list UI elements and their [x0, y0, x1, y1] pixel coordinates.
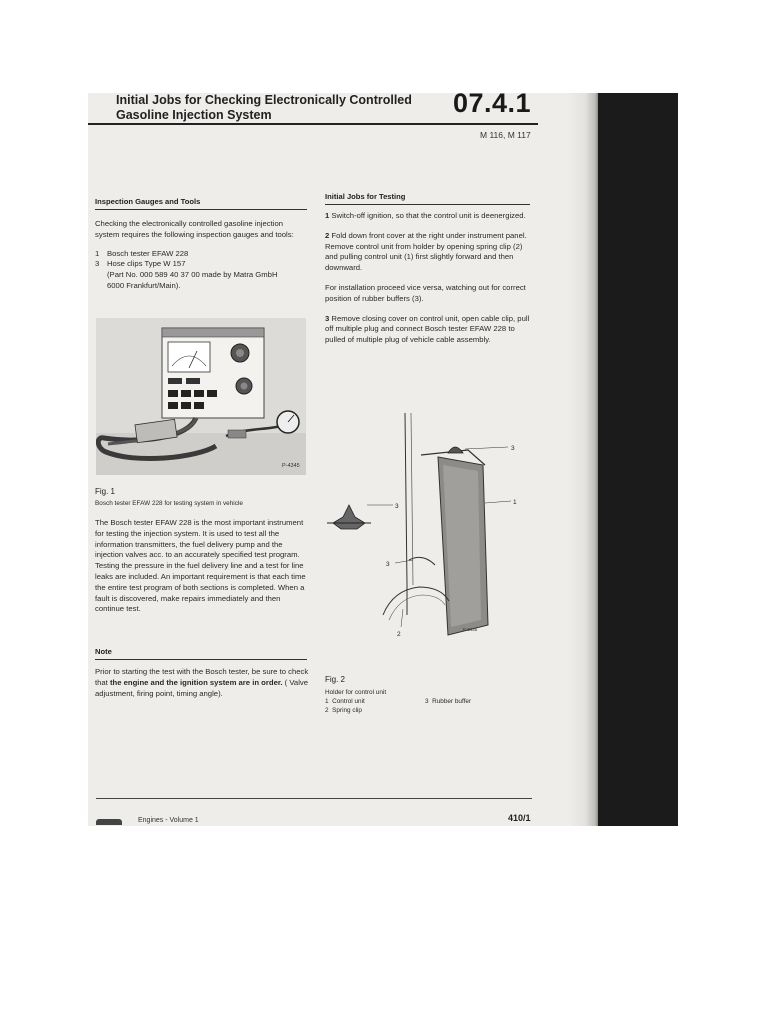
step-text: Switch-off ignition, so that the control unit is deenergized.	[331, 211, 526, 220]
diagram-label-3-left: 3	[395, 503, 399, 510]
step-number: 1	[325, 211, 330, 220]
left-heading-rule	[95, 209, 307, 210]
note-post: ( Valve adjustment, firing point, timing angle).	[95, 677, 309, 698]
fig2-legend-2	[325, 706, 362, 715]
footer-rule	[96, 798, 532, 799]
right-heading-rule	[325, 204, 530, 205]
photo-code: P-4345	[282, 463, 300, 469]
legend-text: Rubber buffer	[432, 698, 472, 705]
dark-background-edge	[598, 93, 678, 826]
diagram-label-1: 1	[513, 499, 517, 506]
scanned-page	[88, 93, 678, 826]
note-bold: the engine and the ignition system are in order.	[109, 677, 283, 687]
left-heading: Inspection Gauges and Tools	[95, 197, 201, 206]
fig2-holder-diagram	[323, 405, 533, 645]
tool-num	[95, 281, 107, 292]
legend-num: 1	[325, 698, 329, 705]
test-step	[325, 211, 535, 222]
tool-item	[95, 259, 307, 270]
fig2-caption: Holder for control unit	[325, 689, 387, 696]
step-text: Remove closing cover on control unit, open cable clip, pull off multiple plug and connect Bosch tester EFAW 228 to pulled of multiple plug of vehicle cable assembly.	[325, 313, 530, 345]
step-number: 3	[325, 313, 330, 323]
title-line-1: Initial Jobs for Checking Electronically Controlled	[116, 93, 412, 107]
page-fold-shadow	[568, 93, 600, 826]
tool-text: 6000 Frankfurt/Main).	[107, 280, 181, 290]
fig2-legend-3	[425, 697, 471, 706]
note-text	[95, 667, 309, 699]
fig2-label: Fig. 2	[325, 675, 346, 684]
test-step	[325, 314, 535, 346]
tool-text: (Part No. 000 589 40 37 00 made by Matra GmbH	[107, 270, 278, 280]
header-rule	[88, 123, 538, 125]
tool-item	[95, 270, 307, 281]
note-heading: Note	[95, 647, 112, 656]
left-body: The Bosch tester EFAW 228 is the most important instrument for testing the injection system. It is used to test all the information transmitters, the fuel delivery pump and the injection valves acc. to an accurately specified test program. Testing the pressure in the fuel delivery line and a test for line leaks are included. An important requirement is that each time the entire test program of both sections is completed. When a fault is discovered, make repairs immediately and then continue test.	[95, 518, 306, 614]
tool-text: Bosch tester EFAW 228	[107, 248, 189, 258]
legend-text: Spring clip	[332, 707, 362, 714]
intro-text: Checking the electronically controlled gasoline injection system requires the following inspection gauges and tools:	[95, 219, 294, 239]
engine-models: M 116, M 117	[480, 130, 531, 140]
diagram-label-2: 2	[397, 631, 401, 638]
diagram-code: F-3435	[463, 627, 478, 632]
tool-item	[95, 249, 307, 260]
logo-mark	[96, 819, 122, 825]
fig1-label: Fig. 1	[95, 487, 116, 496]
legend-num: 2	[325, 707, 329, 714]
step-number: 2	[325, 230, 330, 240]
note-rule	[95, 659, 307, 660]
diagram-label-3-mid: 3	[386, 561, 390, 568]
title-line-2: Gasoline Injection System	[116, 108, 272, 122]
test-steps	[325, 211, 535, 355]
test-step	[325, 231, 535, 274]
fig2-legend-1	[325, 697, 365, 706]
bosch-tester-illustration	[96, 318, 306, 475]
step-text: Fold down front cover at the right under instrument panel. Remove control unit from holder by opening spring clip (2) and pulling control unit (1) first slightly forward and then downward.	[325, 230, 527, 273]
tool-num: 3	[95, 259, 100, 269]
footer-text: Engines - Volume 1	[138, 817, 199, 824]
diagram-label-3-top: 3	[511, 445, 515, 452]
legend-num: 3	[425, 698, 429, 705]
step-text: For installation proceed vice versa, watching out for correct position of rubber buffers (3).	[325, 282, 526, 303]
section-number: 07.4.1	[453, 93, 532, 118]
fig1-photo	[96, 318, 306, 475]
page-title	[116, 93, 412, 123]
left-intro-block	[95, 219, 307, 292]
tool-list	[95, 249, 307, 292]
tool-item	[95, 281, 307, 292]
right-heading: Initial Jobs for Testing	[325, 192, 406, 201]
legend-text: Control unit	[332, 698, 365, 705]
tool-num: 1	[95, 248, 100, 258]
tool-num	[95, 270, 107, 281]
page-number: 410/1	[508, 813, 531, 823]
tool-text: Hose clips Type W 157	[107, 259, 186, 269]
test-step	[325, 283, 535, 305]
fig1-caption: Bosch tester EFAW 228 for testing system in vehicle	[95, 500, 243, 507]
note-pre: Prior to starting the test with the Bosch tester, be sure to check that	[95, 667, 309, 687]
